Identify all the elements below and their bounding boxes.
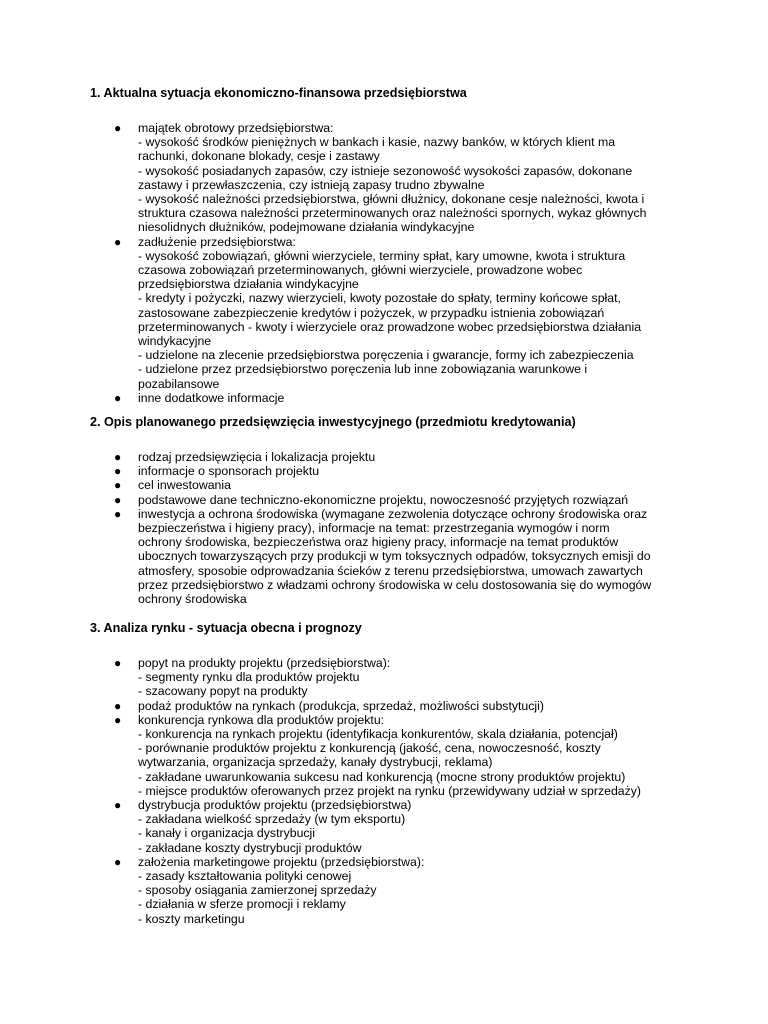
list-item-subline: czasowa zobowiązań przeterminowanych, główni wierzyciele, prowadzone wobec <box>138 263 583 278</box>
list-item <box>90 235 690 391</box>
list-item-subline: - wysokość środków pieniężnych w bankach i kasie, nazwy banków, w których klient ma <box>138 135 616 150</box>
section-2 <box>90 415 690 606</box>
list-item <box>90 507 690 606</box>
bullet-icon: ● <box>114 698 122 713</box>
list-item <box>90 478 690 492</box>
list-item-text: inwestycja a ochrona środowiska (wymagane zezwolenia dotyczące ochrony środowiska oraz <box>138 506 648 521</box>
list-item-subline: - kredyty i pożyczki, nazwy wierzycieli, kwoty pozostałe do spłaty, terminy końcowe spłat, <box>138 291 621 306</box>
list-item-subline: bezpieczeństwa i higieny pracy), informacje na temat: przestrzegania wymogów i norm <box>138 521 610 536</box>
bullet-icon: ● <box>114 712 122 727</box>
bullet-list <box>90 656 690 926</box>
list-item <box>90 798 690 855</box>
list-item-subline: - porównanie produktów projektu z konkurencją (jakość, cena, nowoczesność, koszty <box>138 741 601 756</box>
list-item-subline: - szacowany popyt na produkty <box>138 684 308 699</box>
section-heading: 2. Opis planowanego przedsięwzięcia inwestycyjnego (przedmiotu kredytowania) <box>90 415 576 429</box>
list-item-text: cel inwestowania <box>138 478 231 493</box>
list-item <box>90 464 690 478</box>
list-item-subline: atmosfery, sposobie odprowadzania ścieków z terenu przedsiębiorstwa, umowach zawartych <box>138 563 643 578</box>
list-item-subline: przedsiębiorstwa działania windykacyjne <box>138 277 359 292</box>
bullet-icon: ● <box>114 121 122 135</box>
list-item-subline: - koszty marketingu <box>138 911 245 926</box>
list-item <box>90 493 690 507</box>
section-3 <box>90 621 690 926</box>
list-item-text: majątek obrotowy przedsiębiorstwa: <box>138 121 334 135</box>
list-item-subline: pozabilansowe <box>138 376 220 391</box>
list-item-subline: - działania w sferze promocji i reklamy <box>138 897 346 912</box>
bullet-icon: ● <box>114 798 122 813</box>
list-item-text: podstawowe dane techniczno-ekonomiczne projektu, nowoczesność przyjętych rozwiązań <box>138 492 629 507</box>
list-item <box>90 713 690 798</box>
list-item-text: popyt na produkty projektu (przedsiębiorstwa): <box>138 656 391 670</box>
list-item-text: konkurencja rynkowa dla produktów projektu: <box>138 712 385 727</box>
section-heading: 1. Aktualna sytuacja ekonomiczno-finansowa przedsiębiorstwa <box>90 86 467 100</box>
bullet-icon: ● <box>114 450 122 464</box>
list-item-subline: - wysokość zobowiązań, główni wierzyciele, terminy spłat, kary umowne, kwota i struktura <box>138 248 626 263</box>
list-item-subline: przeterminowanych - kwoty i wierzyciele oraz prowadzone wobec przedsiębiorstwa działania <box>138 319 642 334</box>
section-heading: 3. Analiza rynku - sytuacja obecna i prognozy <box>90 621 362 635</box>
list-item-subline: ochrony środowiska, bezpieczeństwa oraz higieny pracy, informacje na temat produktów <box>138 535 619 550</box>
list-item-subline: - udzielone na zlecenie przedsiębiorstwa poręczenia i gwarancje, formy ich zabezpieczenia <box>138 348 634 363</box>
bullet-icon: ● <box>114 656 122 670</box>
list-item-subline: - segmenty rynku dla produktów projektu <box>138 670 360 685</box>
list-item-subline: niesolidnych dłużników, podejmowane działania windykacyjne <box>138 220 475 235</box>
list-item-text: informacje o sponsorach projektu <box>138 464 320 479</box>
list-item-text: zadłużenie przedsiębiorstwa: <box>138 234 296 249</box>
list-item-subline: przez przedsiębiorstwo z władzami ochrony środowiska w celu dostosowania się do wymogów <box>138 577 652 592</box>
list-item-subline: wytwarzania, organizacja sprzedaży, kanały dystrybucji, reklama) <box>138 755 493 770</box>
bullet-icon: ● <box>114 854 122 869</box>
bullet-list <box>90 450 690 606</box>
list-item-text: inne dodatkowe informacje <box>138 390 285 405</box>
list-item <box>90 699 690 713</box>
bullet-icon: ● <box>114 390 122 405</box>
list-item-text: rodzaj przedsięwzięcia i lokalizacja projektu <box>138 450 376 464</box>
list-item-text: założenia marketingowe projektu (przedsiębiorstwa): <box>138 854 425 869</box>
bullet-list <box>90 121 690 405</box>
list-item-subline: - wysokość posiadanych zapasów, czy istnieje sezonowość wysokości zapasów, dokonane <box>138 163 633 178</box>
bullet-icon: ● <box>114 492 122 507</box>
list-item-subline: struktura czasowa należności przeterminowanych oraz należności spornych, wykaz głównych <box>138 206 647 221</box>
list-item-subline: zastawy i przewłaszczenia, czy istnieją zapasy trudno zbywalne <box>138 177 485 192</box>
list-item-text: dystrybucja produktów projektu (przedsiębiorstwa) <box>138 798 412 813</box>
list-item <box>90 391 690 405</box>
bullet-icon: ● <box>114 464 122 479</box>
bullet-icon: ● <box>114 506 122 521</box>
bullet-icon: ● <box>114 478 122 493</box>
list-item <box>90 656 690 699</box>
list-item-subline: - wysokość należności przedsiębiorstwa, główni dłużnicy, dokonane cesje należności, kwota i <box>138 192 645 207</box>
bullet-icon: ● <box>114 234 122 249</box>
list-item-subline: - zakładana wielkość sprzedaży (w tym eksportu) <box>138 812 406 827</box>
list-item-subline: - udzielone przez przedsiębiorstwo poręczenia lub inne zobowiązania warunkowe i <box>138 362 588 377</box>
list-item-subline: - zakładane uwarunkowania sukcesu nad konkurencją (mocne strony produktów projektu) <box>138 769 626 784</box>
list-item-subline: - sposoby osiągania zamierzonej sprzedaży <box>138 883 377 898</box>
list-item-subline: rachunki, dokonane blokady, cesje i zastawy <box>138 149 380 164</box>
list-item-subline: ubocznych towarzyszących przy produkcji w tym toksycznych odpadów, toksycznych emisji do <box>138 549 651 564</box>
list-item <box>90 855 690 926</box>
list-item-subline: - miejsce produktów oferowanych przez projekt na rynku (przewidywany udział w sprzedaży) <box>138 783 642 798</box>
list-item-subline: ochrony środowiska <box>138 592 247 607</box>
list-item-text: podaż produktów na rynkach (produkcja, sprzedaż, możliwości substytucji) <box>138 698 544 713</box>
list-item-subline: - konkurencja na rynkach projektu (identyfikacja konkurentów, skala działania, potencjał) <box>138 727 618 742</box>
list-item <box>90 121 690 235</box>
list-item-subline: zastosowane zabezpieczenie kredytów i pożyczek, w przypadku istnienia zobowiązań <box>138 305 605 320</box>
section-1 <box>90 86 690 405</box>
list-item-subline: - kanały i organizacja dystrybucji <box>138 826 316 841</box>
list-item-subline: - zakładane koszty dystrybucji produktów <box>138 840 362 855</box>
list-item-subline: - zasady kształtowania polityki cenowej <box>138 869 352 884</box>
list-item <box>90 450 690 464</box>
list-item-subline: windykacyjne <box>138 334 212 349</box>
